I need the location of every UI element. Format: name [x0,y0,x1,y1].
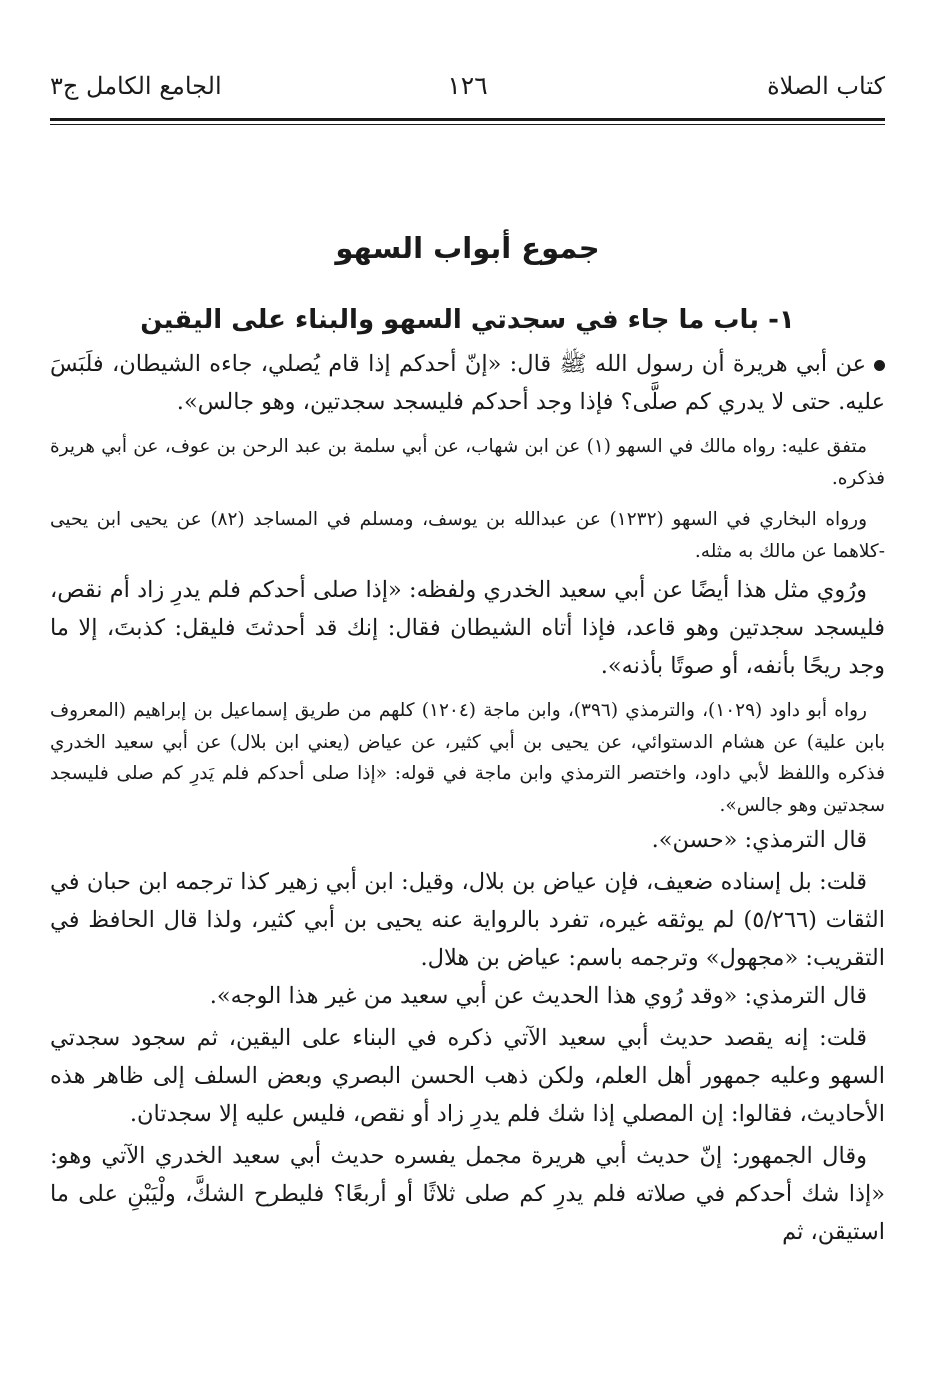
body-text [50,345,885,1251]
takhrij-paragraph: ورواه البخاري في السهو (١٢٣٢) عن عبدالله بن يوسف، ومسلم في المساجد (٨٢) عن يحيى ابن يحيى -كلاهما عن مالك به مثله. [50,509,885,562]
hadith-paragraph [50,345,885,421]
takhrij-paragraph: رواه أبو داود (١٠٢٩)، والترمذي (٣٩٦)، وابن ماجة (١٢٠٤) كلهم من طريق إسماعيل بن إبراهيم (المعروف بابن علية) عن هشام الدستوائي، عن يحيى بن أبي كثير، عن عياض (يعني ابن بلال) عن أبي سعيد الخدري فذكره واللفظ لأبي داود، واختصر الترمذي وابن ماجة في قوله: «إذا صلى أحدكم فلم يَدرِ كم صلى فليسجد سجدتين وهو جالس». [50,700,885,816]
commentary-paragraph: قال الترمذي: «وقد رُوي هذا الحديث عن أبي سعيد من غير هذا الوجه». [209,983,867,1009]
header-rule-thick [50,118,885,121]
hadith-text: عن أبي هريرة أن رسول الله ﷺ قال: «إنّ أحدكم إذا قام يُصلي، جاءه الشيطان، فلَبَسَ عليه. حتى لا يدري كم صلَّى؟ فإذا وجد أحدكم فليسجد سجدتين، وهو جالس». [50,351,885,415]
commentary-paragraph: قال الترمذي: «حسن». [651,827,867,853]
takhrij-paragraph: متفق عليه: رواه مالك في السهو (١) عن ابن شهاب، عن أبي سلمة بن عبد الرحن بن عوف، عن أبي هريرة فذكره. [50,436,885,489]
running-header [50,70,885,114]
header-book-section: كتاب الصلاة [767,72,885,100]
header-rule-thin [50,124,885,125]
page-number: ١٢٦ [447,71,488,100]
narration-paragraph: ورُوي مثل هذا أيضًا عن أبي سعيد الخدري ولفظه: «إذا صلى أحدكم فلم يدرِ زاد أم نقص، فليسجد سجدتين وهو قاعد، فإذا أتاه الشيطان فقال: إنك قد أحدثتَ فليقل: كذبتَ، إلا ما وجد ريحًا بأنفه، أو صوتًا بأذنه». [50,577,885,679]
commentary-paragraph: قلت: إنه يقصد حديث أبي سعيد الآتي ذكره في البناء على اليقين، ثم سجود سجدتي السهو وعليه جمهور أهل العلم، ولكن ذهب الحسن البصري وبعض السلف إلى ظاهر هذه الأحاديث، فقالوا: إن المصلي إذا شك فلم يدرِ زاد أو نقص، فليس عليه إلا سجدتان. [50,1025,885,1127]
chapter-title: ١- باب ما جاء في سجدتي السهو والبناء على اليقين [140,305,795,335]
commentary-paragraph: قلت: بل إسناده ضعيف، فإن عياض بن بلال، وقيل: ابن أبي زهير كذا ترجمه ابن حبان في الثقات (٥/٢٦٦) لم يوثقه غيره، تفرد بالرواية عنه يحيى بن أبي كثير، ولذا قال الحافظ في التقريب: «مجهول» وترجمه باسم: عياض بن هلال. [50,869,886,971]
commentary-paragraph: وقال الجمهور: إنّ حديث أبي هريرة مجمل يفسره حديث أبي سعيد الخدري الآتي وهو: «إذا شك أحدكم في صلاته فلم يدرِ كم صلى ثلاثًا أو أربعًا؟ فليطرح الشكَّ، ولْيَبْنِ على ما استيقن، ثم [50,1143,885,1245]
section-title: جموع أبواب السهو [335,231,600,265]
header-book-title: الجامع الكامل ج٣ [50,72,222,100]
bullet-icon [874,360,885,371]
